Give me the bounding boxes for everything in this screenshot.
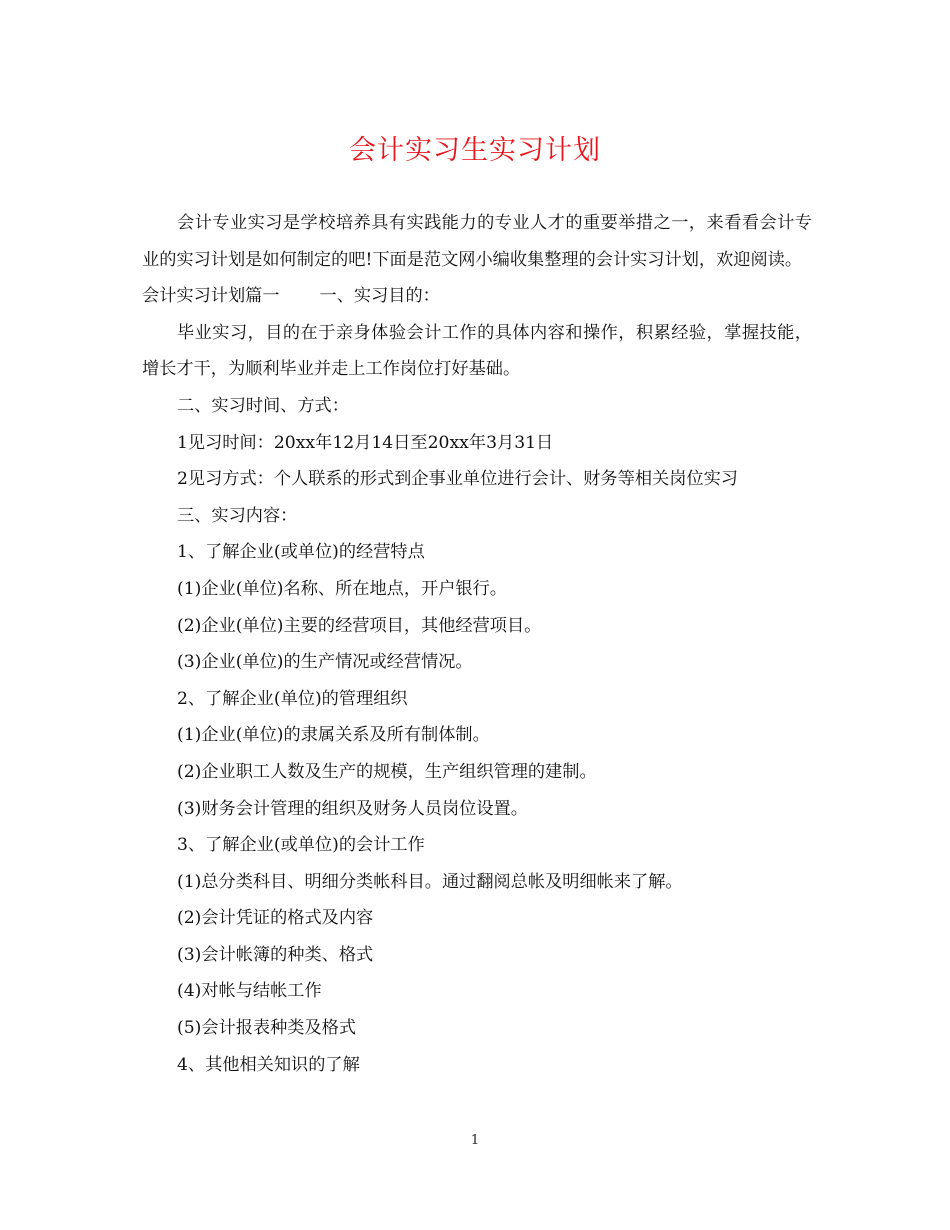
list-item: (2)会计凭证的格式及内容 [177, 908, 374, 929]
list-item: 3、了解企业(或单位)的会计工作 [177, 835, 425, 856]
list-item: 1、了解企业(或单位)的经营特点 [177, 542, 425, 563]
list-item: (5)会计报表种类及格式 [177, 1018, 357, 1039]
list-item: (3)会计帐簿的种类、格式 [177, 944, 374, 965]
list-item: (1)企业(单位)名称、所在地点，开户银行。 [177, 578, 507, 599]
list-item: (3)财务会计管理的组织及财务人员岗位设置。 [177, 798, 528, 819]
section-heading-line [142, 278, 812, 315]
list-item: 三、实习内容： [177, 505, 298, 526]
list-item: (3)企业(单位)的生产情况或经营情况。 [177, 652, 473, 673]
list-item: (1)企业(单位)的隶属关系及所有制体制。 [177, 725, 490, 746]
list-item: 2见习方式：个人联系的形式到企事业单位进行会计、财务等相关岗位实习 [177, 469, 738, 490]
list-item: (2)企业职工人数及生产的规模，生产组织管理的建制。 [177, 761, 597, 782]
section-heading-right: 一、实习目的： [319, 286, 440, 307]
section-heading-left: 会计实习计划篇一 [142, 286, 280, 307]
list-item: 1见习时间：20xx年12月14日至20xx年3月31日 [177, 432, 554, 453]
list-item: 二、实习时间、方式： [177, 395, 349, 416]
purpose-paragraph: 毕业实习，目的在于亲身体验会计工作的具体内容和操作，积累经验，掌握技能，增长才干，为顺利毕业并走上工作岗位打好基础。 [142, 322, 812, 380]
list-item: (2)企业(单位)主要的经营项目，其他经营项目。 [177, 615, 542, 636]
list-item: 2、了解企业(单位)的管理组织 [177, 688, 408, 709]
page-title: 会计实习生实习计划 [349, 135, 601, 166]
list-item: (4)对帐与结帐工作 [177, 981, 322, 1002]
document-body [142, 205, 812, 1083]
intro-paragraph: 会计专业实习是学校培养具有实践能力的专业人才的重要举措之一，来看看会计专业的实习计划是如何制定的吧!下面是范文网小编收集整理的会计实习计划，欢迎阅读。 [142, 213, 812, 270]
page-number: 1 [470, 1133, 480, 1148]
list-item: 4、其他相关知识的了解 [177, 1054, 360, 1075]
list-item: (1)总分类科目、明细分类帐科目。通过翻阅总帐及明细帐来了解。 [177, 871, 683, 892]
